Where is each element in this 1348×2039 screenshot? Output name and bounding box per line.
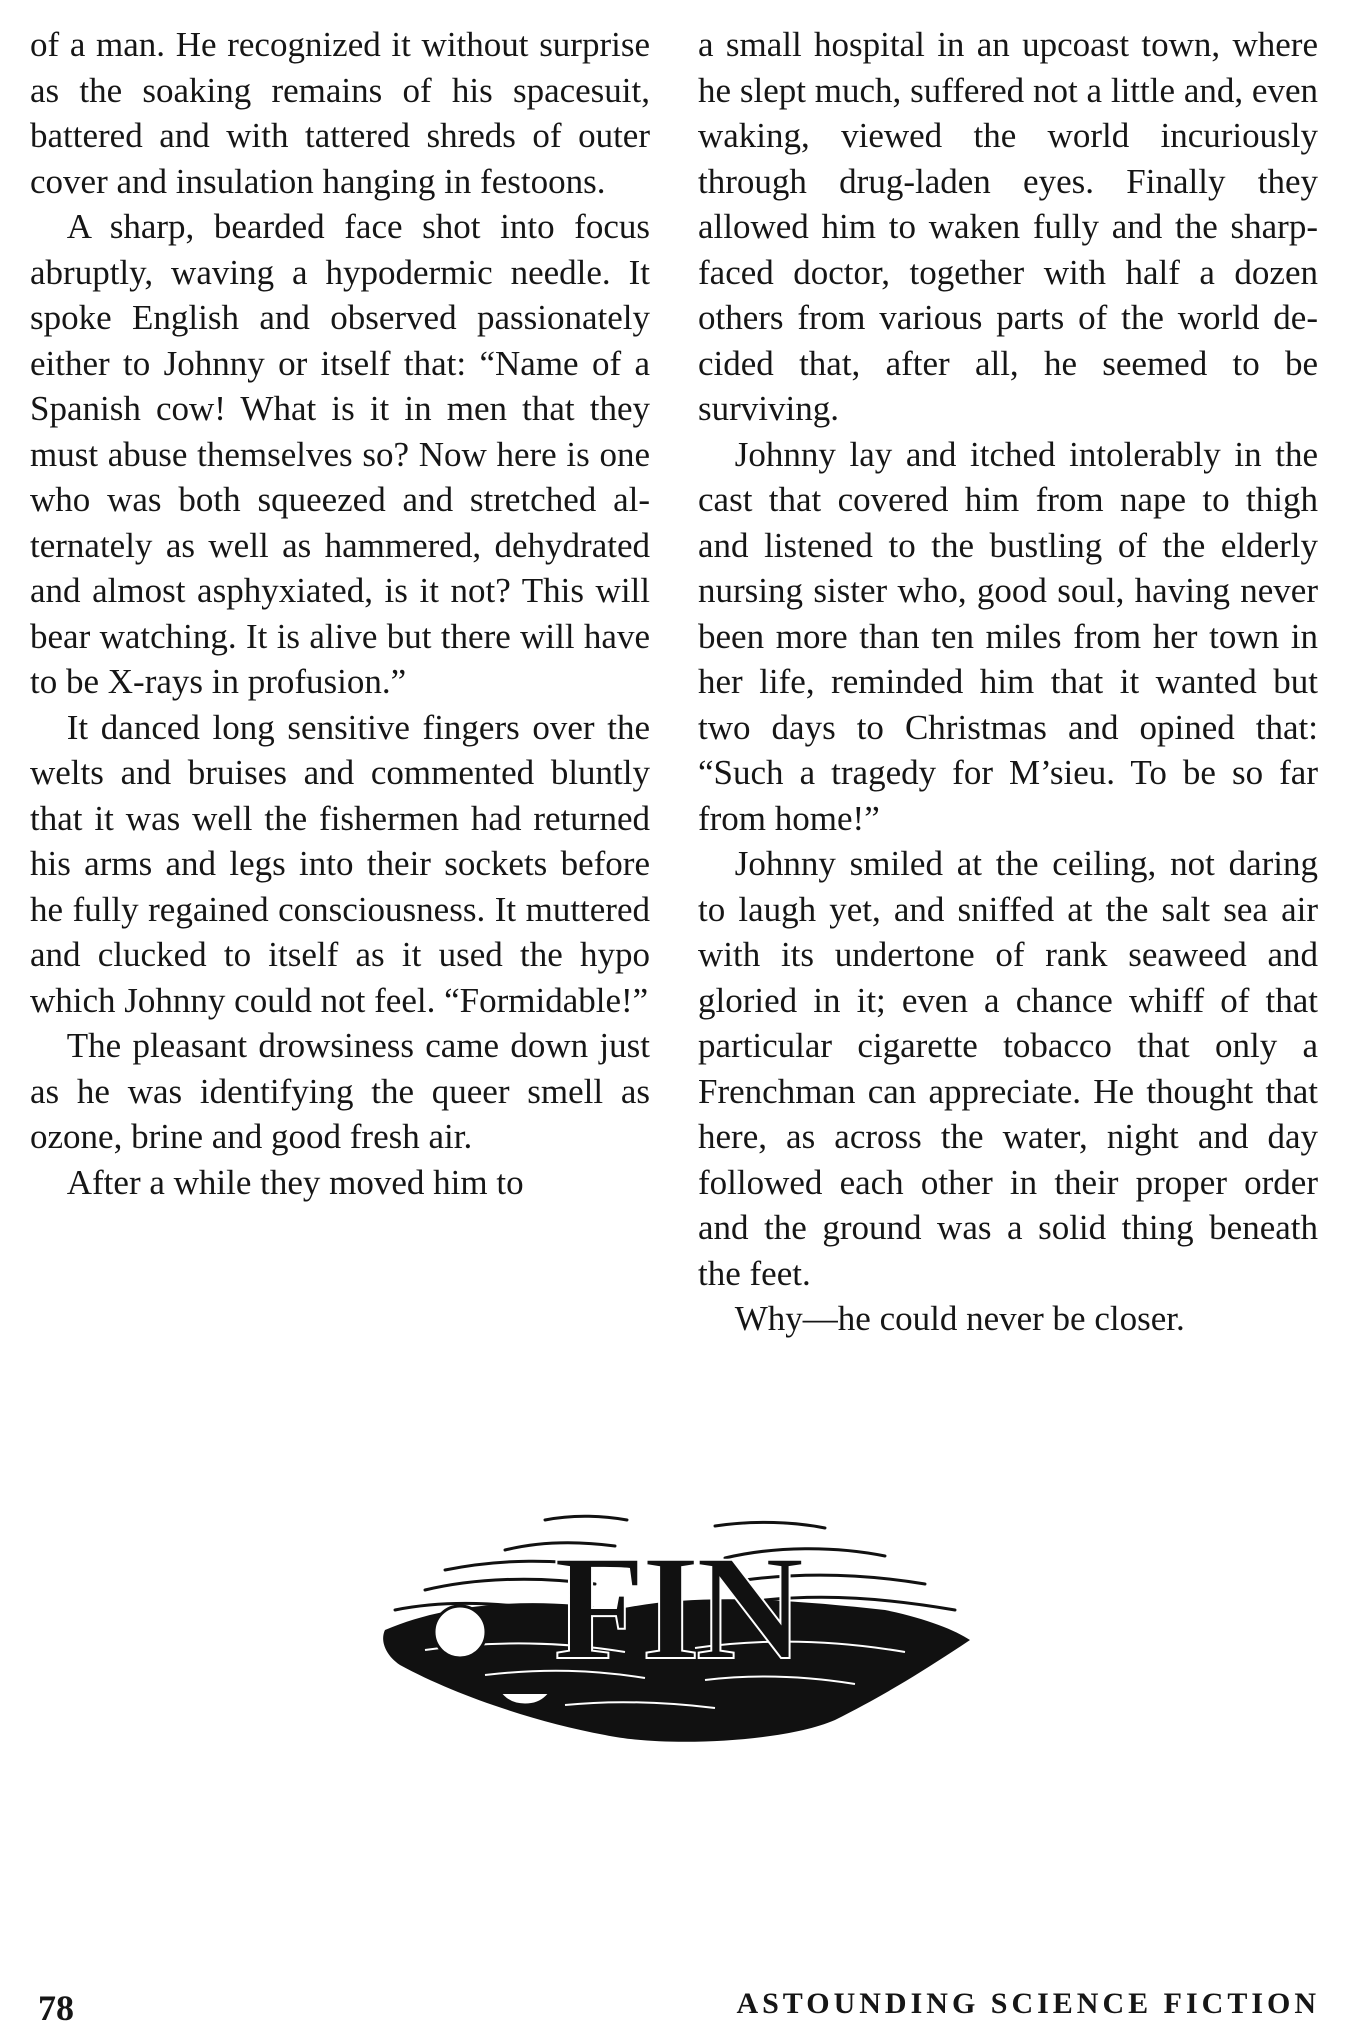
paragraph: Johnny smiled at the ceiling, not daring to laugh yet, and sniffed at the salt sea air with its undertone of rank seaweed and gloried in it; even a chance whiff of that particular cigarette tobacco that only a Frenchman can appreciate. He thought that here, as across the water, night and day followed each other in their proper order and the ground was a solid thing beneath the feet.: [698, 844, 1318, 1293]
paragraph: The pleasant drowsiness came down just as he was identifying the queer smell as ozone, brine and good fresh air.: [30, 1026, 650, 1156]
right-column: [698, 22, 1318, 1342]
paragraph: After a while they moved him to: [66, 1162, 524, 1202]
page-number: 78: [38, 1988, 74, 2028]
paragraph: A sharp, bearded face shot into focus abruptly, waving a hypodermic needle. It spoke English and observed passionately either to Johnny or itself that: “Name of a Spanish cow! What is it in men that they must abuse themselves so? Now here is one who was both squeezed and stretched alternately as well as hammered, dehydrated and almost asphyxiated, is it not? This will bear watching. It is alive but there will have to be X-rays in profusion.”: [30, 207, 650, 701]
fin-seascape-ornament: [365, 1480, 985, 1750]
running-title: ASTOUNDING SCIENCE FICTION: [736, 1987, 1320, 2020]
paragraph: Johnny lay and itched intolerably in the cast that covered him from nape to thigh and listened to the bustling of the elderly nursing sister who, good soul, having never been more than ten miles from her town in her life, reminded him that it wanted but two days to Christmas and opined that: “Such a tragedy for M’sieu. To be so far from home!”: [698, 434, 1318, 838]
left-column: [30, 22, 650, 1205]
paragraph: a small hospital in an upcoast town, where he slept much, suffered not a little and, even waking, viewed the world incuriously through drug-laden eyes. Finally they allowed him to waken fully and the sharp-faced doctor, together with half a dozen others from various parts of the world decided that, after all, he seemed to be surviving.: [698, 25, 1318, 428]
paragraph: It danced long sensitive fingers over the welts and bruises and commented bluntly that it was well the fishermen had returned his arms and legs into their sockets before he fully regained consciousness. It muttered and clucked to itself as it used the hypo which Johnny could not feel. “Formidable!”: [30, 707, 650, 1020]
paragraph: of a man. He recognized it without surprise as the soaking remains of his spacesuit, battered and with tattered shreds of outer cover and insulation hanging in festoons.: [30, 25, 650, 201]
paragraph: Why—he could never be closer.: [734, 1299, 1185, 1338]
fin-text: FIN: [553, 1525, 801, 1691]
